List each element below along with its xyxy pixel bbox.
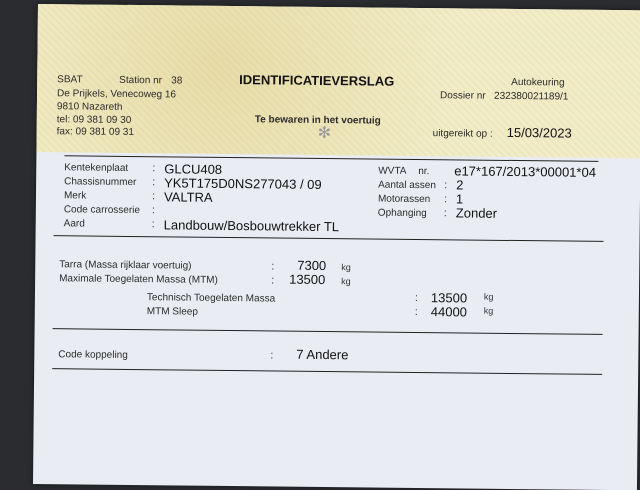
dossier-number: 232380021189/1 [494, 90, 569, 103]
station-address-city: 9810 Nazareth [56, 101, 123, 113]
kind-colon: : [151, 218, 155, 231]
station-address-street: De Prijkels, Venecoweg 16 [57, 88, 177, 101]
tare-unit: kg [341, 262, 351, 273]
technical-mass-label: Technisch Toegelaten Massa [146, 292, 276, 305]
mtm-colon: : [271, 274, 275, 287]
coupling-value: 7 Andere [296, 346, 349, 363]
mtm-unit: kg [341, 276, 351, 287]
tow-mass-colon: : [414, 305, 418, 318]
wvta-label: WVTA [378, 165, 407, 177]
kind-label: Aard [63, 218, 85, 230]
inspection-label: Autokeuring [511, 76, 565, 89]
tow-mass-unit: kg [483, 305, 494, 316]
axles-colon: : [444, 179, 448, 192]
plate-value: GLCU408 [164, 161, 223, 177]
coupling-label: Code koppeling [58, 349, 128, 361]
stamp-mark: ✻ [317, 124, 332, 143]
mtm-value: 13500 [289, 271, 326, 288]
divider-vehicle [54, 235, 604, 242]
motor-axles-label: Motorassen [377, 193, 431, 206]
tare-label: Tarra (Massa rijklaar voertuig) [59, 259, 192, 272]
body-code-colon: : [151, 204, 155, 217]
issued-date: 15/03/2023 [506, 124, 572, 141]
station-number: 38 [171, 75, 183, 87]
body-code-label: Code carrosserie [63, 204, 141, 217]
tow-mass-value: 44000 [430, 304, 468, 320]
axles-label: Aantal assen [378, 179, 437, 192]
suspension-label: Ophanging [377, 207, 427, 220]
plate-colon: : [152, 162, 156, 175]
tare-value: 7300 [297, 257, 327, 274]
brand-colon: : [151, 190, 156, 203]
technical-mass-value: 13500 [430, 290, 468, 306]
wvta-number: e17*167/2013*00001*04 [454, 163, 597, 180]
brand-value: VALTRA [163, 189, 213, 205]
technical-mass-unit: kg [483, 291, 494, 302]
mtm-label: Maximale Toegelaten Massa (MTM) [59, 273, 218, 286]
coupling-colon: : [270, 349, 274, 362]
dossier-label: Dossier nr [440, 90, 486, 102]
axles-value: 2 [456, 177, 464, 193]
issued-label: uitgereikt op : [432, 128, 493, 140]
kind-value: Landbouw/Bosbouwtrekker TL [163, 217, 340, 235]
station-label: Station nr [119, 74, 163, 87]
suspension-colon: : [443, 207, 447, 220]
tow-mass-label: MTM Sleep [146, 306, 198, 318]
station-phone: tel: 09 381 09 30 [56, 114, 132, 126]
chassis-value: YK5T175D0NS277043 / 09 [164, 175, 322, 192]
motor-axles-value: 1 [455, 191, 464, 207]
technical-mass-colon: : [414, 291, 419, 304]
suspension-value: Zonder [455, 205, 498, 221]
wvta-nr-label: nr. [418, 165, 430, 178]
station-fax: fax: 09 381 09 31 [56, 126, 135, 139]
identification-report [33, 4, 640, 490]
brand-label: Merk [63, 190, 87, 202]
tare-colon: : [271, 260, 275, 273]
divider-coupling [52, 368, 602, 375]
report-header [36, 4, 640, 158]
chassis-label: Chassisnummer [64, 176, 137, 189]
chassis-colon: : [152, 176, 156, 189]
org-name: SBAT [57, 74, 83, 86]
report-title: IDENTIFICATIEVERSLAG [239, 72, 395, 89]
report-subtitle: Te bewaren in het voertuig [254, 114, 381, 127]
motor-axles-colon: : [443, 193, 448, 206]
plate-label: Kentekenplaat [64, 162, 129, 174]
divider-masses [53, 328, 603, 335]
